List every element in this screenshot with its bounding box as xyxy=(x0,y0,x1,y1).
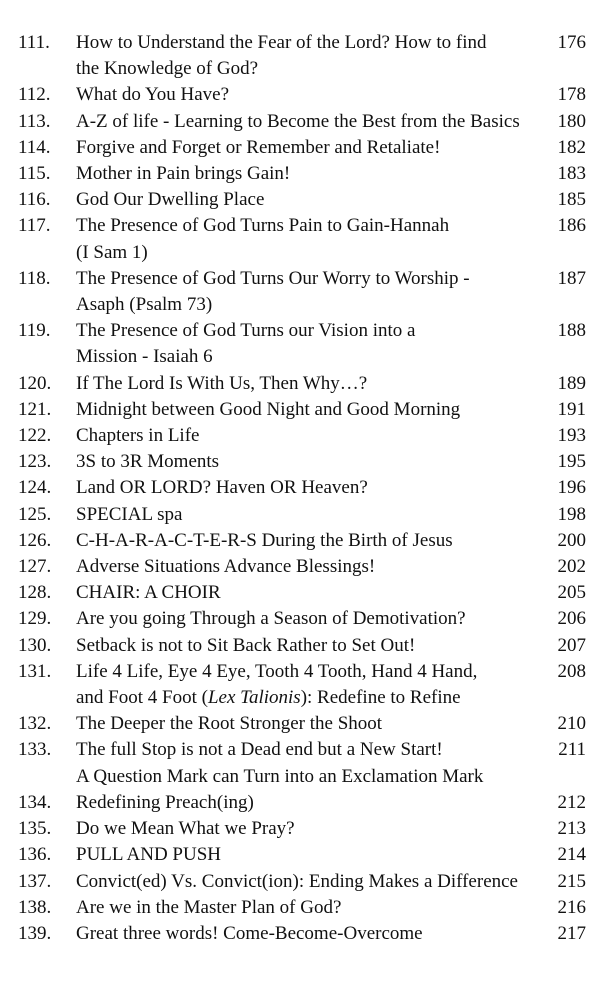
entry-title xyxy=(76,135,536,161)
toc-entry xyxy=(0,318,600,370)
toc-entry xyxy=(0,371,600,397)
italic-term: Lex Talionis xyxy=(207,687,301,709)
entry-title-line: (I Sam 1) xyxy=(76,241,148,263)
entry-title xyxy=(76,737,536,789)
entry-title-line: Life 4 Life, Eye 4 Eye, Tooth 4 Tooth, Hand 4 Hand, xyxy=(76,660,478,682)
toc-entry xyxy=(0,606,600,632)
entry-title-line: the Knowledge of God? xyxy=(76,58,259,80)
entry-number: 124. xyxy=(18,477,52,499)
entry-title-line xyxy=(76,685,536,711)
toc-entry xyxy=(0,921,600,947)
toc-entry xyxy=(0,187,600,213)
entry-title-line: The full Stop is not a Dead end but a New Start! xyxy=(76,739,443,761)
entry-title-line: Forgive and Forget or Remember and Retaliate! xyxy=(76,136,441,158)
entry-number: 130. xyxy=(18,634,52,656)
entry-page-number: 202 xyxy=(557,556,586,578)
entry-number: 133. xyxy=(18,739,52,761)
toc-entry xyxy=(0,737,600,789)
entry-number: 119. xyxy=(18,320,51,342)
toc-entry xyxy=(0,82,600,108)
entry-number: 138. xyxy=(18,896,52,918)
entry-title-line: Redefining Preach(ing) xyxy=(76,791,254,813)
entry-page-number: 188 xyxy=(557,320,586,342)
entry-title xyxy=(76,895,536,921)
entry-title-line: Great three words! Come-Become-Overcome xyxy=(76,922,423,944)
toc-entry xyxy=(0,449,600,475)
title-fragment: and Foot 4 Foot ( xyxy=(76,687,208,709)
entry-title-line: Are we in the Master Plan of God? xyxy=(76,896,342,918)
entry-number: 111. xyxy=(18,32,50,53)
entry-title xyxy=(76,109,536,135)
entry-title xyxy=(76,606,536,632)
entry-title-line: Setback is not to Sit Back Rather to Set Out! xyxy=(76,634,416,656)
entry-title xyxy=(76,30,536,82)
entry-page-number: 195 xyxy=(557,451,586,473)
title-fragment: ): Redefine to Refine xyxy=(300,687,461,709)
entry-number: 123. xyxy=(18,451,52,473)
entry-title xyxy=(76,842,536,868)
entry-title xyxy=(76,580,536,606)
entry-title-line: Mission - Isaiah 6 xyxy=(76,346,213,368)
entry-title xyxy=(76,318,536,370)
entry-title-line: What do You Have? xyxy=(76,84,230,106)
entry-page-number: 186 xyxy=(557,215,586,237)
entry-page-number: 183 xyxy=(557,163,586,185)
entry-number: 136. xyxy=(18,844,52,866)
toc-entry xyxy=(0,659,600,711)
entry-title xyxy=(76,554,536,580)
entry-title xyxy=(76,475,536,501)
entry-title xyxy=(76,423,536,449)
toc-entry xyxy=(0,528,600,554)
entry-title-line: The Presence of God Turns Our Worry to Worship - xyxy=(76,267,470,289)
entry-title-line: Convict(ed) Vs. Convict(ion): Ending Makes a Difference xyxy=(76,870,518,892)
entry-page-number: 217 xyxy=(557,922,586,944)
entry-number: 120. xyxy=(18,372,52,394)
entry-title xyxy=(76,528,536,554)
entry-page-number: 176 xyxy=(557,32,586,53)
entry-title-line: Asaph (Psalm 73) xyxy=(76,294,213,316)
entry-title-line: The Deeper the Root Stronger the Shoot xyxy=(76,713,383,735)
entry-number: 115. xyxy=(18,163,51,185)
entry-page-number: 207 xyxy=(557,634,586,656)
entry-page-number: 216 xyxy=(557,896,586,918)
entry-title-line: Are you going Through a Season of Demotivation? xyxy=(76,608,466,630)
entry-title xyxy=(76,187,536,213)
entry-page-number: 189 xyxy=(557,372,586,394)
entry-title-line: God Our Dwelling Place xyxy=(76,189,265,211)
toc-entry xyxy=(0,135,600,161)
entry-page-number: 182 xyxy=(557,136,586,158)
toc-entry xyxy=(0,266,600,318)
entry-title xyxy=(76,816,536,842)
entry-title-line: Land OR LORD? Haven OR Heaven? xyxy=(76,477,368,499)
entry-number: 118. xyxy=(18,267,51,289)
entry-page-number: 191 xyxy=(557,398,586,420)
toc-entry xyxy=(0,397,600,423)
entry-page-number: 185 xyxy=(557,189,586,211)
toc-entry xyxy=(0,633,600,659)
entry-title-line: CHAIR: A CHOIR xyxy=(76,582,221,604)
entry-title-line: Do we Mean What we Pray? xyxy=(76,818,295,840)
entry-page-number: 198 xyxy=(557,503,586,525)
entry-number: 122. xyxy=(18,425,52,447)
entry-page-number: 178 xyxy=(557,84,586,106)
toc-entry xyxy=(0,109,600,135)
entry-title xyxy=(76,921,536,947)
entry-title xyxy=(76,659,536,711)
entry-number: 129. xyxy=(18,608,52,630)
entry-title xyxy=(76,633,536,659)
entry-page-number: 215 xyxy=(557,870,586,892)
entry-title xyxy=(76,790,536,816)
entry-number: 125. xyxy=(18,503,52,525)
entry-title-line: Adverse Situations Advance Blessings! xyxy=(76,556,376,578)
toc-entry xyxy=(0,423,600,449)
entry-title xyxy=(76,502,536,528)
toc-entry xyxy=(0,580,600,606)
entry-page-number: 205 xyxy=(557,582,586,604)
toc-entry xyxy=(0,30,600,82)
entry-page-number: 211 xyxy=(558,739,586,761)
toc-entry xyxy=(0,161,600,187)
entry-title-line: PULL AND PUSH xyxy=(76,844,221,866)
entry-title-line: 3S to 3R Moments xyxy=(76,451,220,473)
entry-number: 134. xyxy=(18,791,52,813)
entry-page-number: 193 xyxy=(557,425,586,447)
toc-entry xyxy=(0,895,600,921)
entry-number: 139. xyxy=(18,922,52,944)
entry-number: 114. xyxy=(18,136,51,158)
entry-number: 137. xyxy=(18,870,52,892)
toc-entry xyxy=(0,554,600,580)
toc-entry xyxy=(0,502,600,528)
entry-title xyxy=(76,449,536,475)
entry-title-line: C-H-A-R-A-C-T-E-R-S During the Birth of Jesus xyxy=(76,529,453,551)
toc-entry xyxy=(0,842,600,868)
entry-title-line: SPECIAL spa xyxy=(76,503,183,525)
entry-title xyxy=(76,213,536,265)
toc-entry xyxy=(0,711,600,737)
entry-page-number: 196 xyxy=(557,477,586,499)
entry-title xyxy=(76,371,536,397)
entry-number: 135. xyxy=(18,818,52,840)
entry-page-number: 208 xyxy=(557,660,586,682)
entry-title xyxy=(76,397,536,423)
entry-page-number: 212 xyxy=(557,791,586,813)
entry-title-line: A-Z of life - Learning to Become the Best from the Basics xyxy=(76,110,520,132)
entry-title xyxy=(76,711,536,737)
entry-page-number: 213 xyxy=(557,818,586,840)
entry-page-number: 187 xyxy=(557,267,586,289)
toc-entry xyxy=(0,869,600,895)
table-of-contents xyxy=(0,30,600,947)
entry-title xyxy=(76,266,536,318)
toc-entry xyxy=(0,816,600,842)
entry-number: 131. xyxy=(18,660,52,682)
entry-page-number: 180 xyxy=(557,110,586,132)
entry-title-line: If The Lord Is With Us, Then Why…? xyxy=(76,372,368,394)
entry-title-line: Midnight between Good Night and Good Morning xyxy=(76,398,461,420)
entry-number: 126. xyxy=(18,529,52,551)
entry-title-line: Mother in Pain brings Gain! xyxy=(76,163,291,185)
toc-entry xyxy=(0,790,600,816)
entry-title xyxy=(76,869,536,895)
entry-title-line: How to Understand the Fear of the Lord? How to find xyxy=(76,32,487,53)
entry-number: 132. xyxy=(18,713,52,735)
entry-number: 112. xyxy=(18,84,51,106)
entry-page-number: 200 xyxy=(557,529,586,551)
entry-title-line: A Question Mark can Turn into an Exclamation Mark xyxy=(76,765,484,787)
entry-title-line: The Presence of God Turns Pain to Gain-Hannah xyxy=(76,215,450,237)
entry-page-number: 206 xyxy=(557,608,586,630)
toc-entry xyxy=(0,213,600,265)
entry-page-number: 214 xyxy=(557,844,586,866)
entry-title-line: Chapters in Life xyxy=(76,425,200,447)
entry-number: 117. xyxy=(18,215,51,237)
entry-number: 116. xyxy=(18,189,51,211)
entry-number: 121. xyxy=(18,398,52,420)
entry-number: 127. xyxy=(18,556,52,578)
entry-title xyxy=(76,161,536,187)
entry-number: 113. xyxy=(18,110,51,132)
entry-page-number: 210 xyxy=(557,713,586,735)
entry-title-line: The Presence of God Turns our Vision into a xyxy=(76,320,416,342)
toc-entry xyxy=(0,475,600,501)
entry-number: 128. xyxy=(18,582,52,604)
entry-title xyxy=(76,82,536,108)
